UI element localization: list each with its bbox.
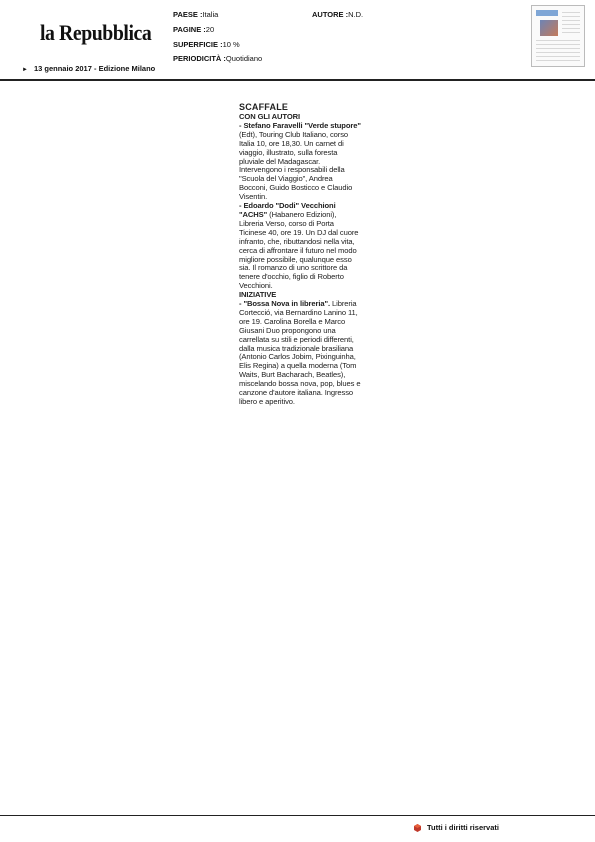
thumbnail-photo [540, 20, 558, 36]
footer [414, 823, 499, 832]
article-item [239, 122, 361, 202]
periodicita-value: Quotidiano [225, 54, 263, 63]
thumbnail-header [536, 10, 558, 16]
superficie-row [173, 40, 240, 49]
item-body: (Habanero Edizioni), Libreria Verso, corso di Porta Ticinese 40, ore 19. Un DJ dal cuore infranto, che, ributtandosi nella vita, cerca di affrontare il futuro nel modo migliore possibile, qualunque esso sia. Il romanzo di uno scrittore da tenere d'occhio, figlio di Roberto Vecchioni. [239, 209, 359, 291]
autore-value: N.D. [348, 10, 364, 19]
bullet-arrow-icon: ► [22, 67, 28, 73]
paese-value: Italia [202, 10, 219, 19]
paese-row [173, 10, 218, 19]
pagine-row [173, 25, 214, 34]
pagine-label: PAGINE : [173, 25, 206, 34]
item-body: (Edt), Touring Club Italiano, corso Italia 10, ore 18,30. Un carnet di viaggio, illustrato, sulla foresta pluviale del Madagascar. Intervengono i responsabili della "Scuola del Viaggio", Andrea Bocconi, Guido Bosticco e Claudio Visentin. [239, 129, 353, 202]
section-title: SCAFFALE [239, 102, 289, 112]
item-title: - Edoardo "Dodi" Vecchioni "ACHS" [239, 201, 336, 219]
paese-label: PAESE : [173, 10, 203, 19]
dateline-text: 13 gennaio 2017 - Edizione Milano [33, 64, 156, 73]
periodicita-row [173, 54, 262, 63]
subsection-title-initiatives: INIZIATIVE [239, 290, 277, 300]
article-column [239, 102, 361, 407]
header-divider [0, 79, 595, 81]
rights-text: Tutti i diritti riservati [427, 823, 499, 832]
footer-divider [0, 815, 595, 816]
masthead-logo: la Repubblica [40, 20, 152, 45]
article-item [239, 202, 361, 291]
item-body: Libreria Cortecció, via Bernardino Lanino 11, ore 19. Carolina Borella e Marco Giusani Duo propongono una carrellata su stili e periodi differenti, dalla musica tradizionale brasiliana (Antonio Carlos Jobim, Pixinguinha, Elis Regina) a quella moderna (Tom Waits, Burt Bacharach, Beatles), miscelando bossa nova, pop, blues e canzone d'autore italiana. Ingresso libero e aperitivo. [239, 299, 361, 406]
article-item [239, 300, 361, 407]
autore-label: AUTORE : [312, 10, 349, 19]
publisher-logo-icon [414, 824, 421, 832]
page-thumbnail[interactable] [531, 5, 585, 67]
superficie-label: SUPERFICIE : [173, 40, 223, 49]
item-title: - Stefano Faravelli "Verde stupore" [239, 120, 361, 130]
pagine-value: 20 [205, 25, 215, 34]
item-title: - "Bossa Nova in libreria". [239, 299, 331, 309]
subsection-title-authors: CON GLI AUTORI [239, 112, 301, 121]
superficie-value: 10 % [222, 40, 240, 49]
autore-row [312, 10, 363, 19]
dateline [22, 64, 155, 73]
periodicita-label: PERIODICITÀ : [173, 54, 226, 63]
